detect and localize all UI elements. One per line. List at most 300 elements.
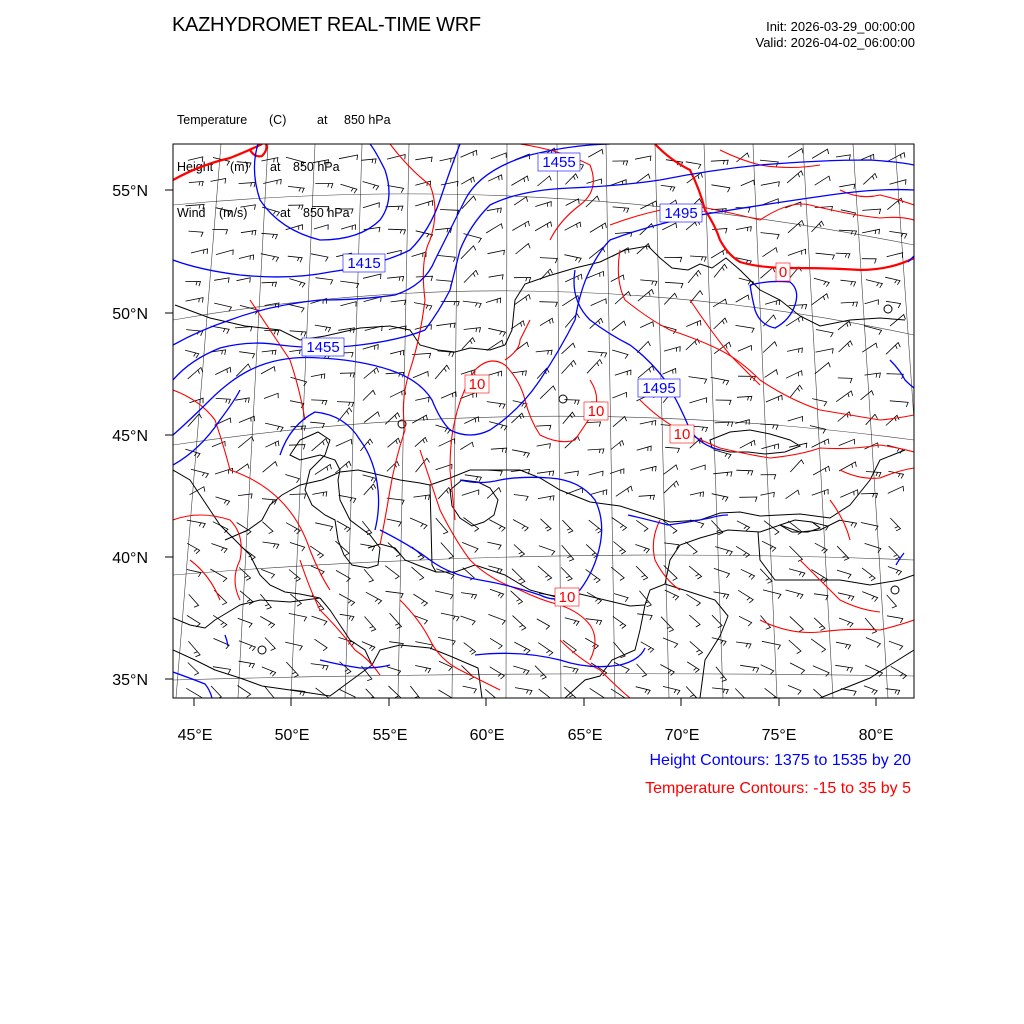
wind-barb	[486, 298, 501, 303]
wind-barb	[663, 638, 678, 648]
wind-barb	[364, 412, 380, 423]
wind-barb	[361, 159, 376, 164]
wind-barb	[866, 638, 881, 648]
wind-barb	[611, 275, 624, 282]
wind-barb	[611, 689, 625, 701]
wind-barb	[735, 689, 745, 702]
wind-barb	[239, 352, 254, 359]
wind-barb	[613, 542, 625, 555]
wind-barb	[463, 301, 481, 308]
wind-barb	[366, 689, 376, 701]
wind-barb	[511, 413, 524, 423]
wind-barb	[239, 416, 255, 422]
wind-barb	[787, 348, 802, 353]
wind-barb	[288, 186, 304, 192]
temperature-label	[670, 425, 694, 443]
init-time: Init: 2026-03-29_00:00:00	[766, 19, 915, 34]
wind-barb	[264, 393, 278, 398]
wind-barb	[491, 153, 507, 159]
wind-barb	[636, 687, 651, 695]
wind-barb	[537, 471, 554, 476]
svg-text:1455: 1455	[306, 339, 340, 356]
wind-barb	[490, 667, 505, 679]
wind-barb	[886, 415, 899, 425]
wind-barb	[336, 439, 352, 446]
wind-barb	[836, 391, 853, 402]
wind-barb	[439, 439, 455, 447]
wind-barb	[191, 469, 209, 478]
wind-barb	[312, 616, 327, 625]
wind-barb	[514, 295, 530, 305]
map-frame	[173, 144, 914, 698]
wind-barb	[363, 475, 377, 483]
wind-barb	[187, 615, 200, 627]
wind-barb	[612, 518, 627, 531]
wind-barb	[539, 302, 557, 307]
wind-barb	[862, 343, 877, 352]
wind-barb	[862, 259, 876, 264]
wind-barb	[340, 302, 356, 307]
wind-barb	[786, 490, 800, 499]
wind-barb	[589, 520, 602, 533]
wind-barb	[261, 254, 279, 262]
wind-barb	[435, 365, 449, 379]
wind-barb	[436, 425, 451, 434]
wind-barb	[740, 665, 759, 672]
wind-barb	[464, 328, 481, 333]
svg-text:1495: 1495	[664, 205, 698, 222]
wind-barb	[388, 686, 401, 701]
wind-barb	[513, 616, 526, 631]
wind-barb	[736, 546, 749, 557]
wind-barb	[512, 450, 529, 458]
wind-barb	[887, 198, 903, 210]
wind-barb	[441, 613, 459, 621]
wind-barb	[514, 277, 531, 282]
wind-barb	[514, 197, 527, 205]
wind-barb	[562, 343, 576, 354]
wind-barb	[366, 592, 382, 604]
wind-barb	[885, 277, 900, 285]
wind-barb	[790, 616, 804, 631]
wind-barb	[836, 642, 851, 649]
wind-barb	[239, 641, 256, 651]
wind-barb	[488, 175, 502, 181]
wind-barb	[239, 661, 255, 668]
wind-barb	[761, 492, 775, 497]
wind-barb	[890, 401, 908, 407]
wind-barb	[664, 347, 680, 352]
wind-barb	[189, 594, 199, 607]
wind-barb	[488, 614, 505, 624]
wind-barb	[741, 180, 755, 186]
wind-barb	[637, 446, 652, 451]
wind-barb	[639, 495, 655, 500]
wind-barb	[612, 321, 626, 331]
wind-barb	[739, 497, 757, 502]
map-title: KAZHYDROMET REAL-TIME WRF	[172, 14, 481, 36]
longitude-labels	[178, 727, 894, 744]
wind-barb	[612, 392, 626, 398]
wind-barb	[562, 545, 574, 561]
wind-barb	[835, 665, 852, 672]
wind-barb	[315, 184, 333, 189]
wind-barb	[265, 638, 275, 651]
wind-barb	[286, 157, 304, 166]
wind-barb	[185, 449, 200, 458]
wind-barb	[887, 253, 903, 258]
wind-barb	[789, 443, 807, 448]
wind-barb	[612, 161, 627, 166]
wind-barb	[187, 543, 200, 553]
wind-barb	[490, 638, 502, 649]
wind-barb	[788, 249, 806, 255]
wind-barb	[862, 229, 879, 234]
wind-barb	[410, 518, 427, 529]
wind-barb	[461, 177, 474, 184]
wind-barb	[363, 182, 379, 191]
wind-barb	[861, 523, 878, 531]
wind-barb	[215, 367, 231, 374]
wind-barb	[265, 441, 279, 447]
wind-barb	[761, 444, 778, 449]
valid-time: Valid: 2026-04-02_06:00:00	[755, 35, 915, 50]
wind-barb	[364, 368, 379, 379]
wind-barb	[861, 154, 874, 160]
wind-barb	[562, 520, 572, 533]
wind-barb	[865, 300, 879, 305]
wind-barb	[687, 662, 699, 673]
wind-barb	[640, 466, 656, 471]
wind-barb	[512, 569, 525, 584]
wind-barb	[612, 350, 628, 359]
wind-barb	[413, 495, 429, 500]
wind-barb	[662, 223, 676, 230]
wind-barb	[713, 472, 732, 477]
wind-barb	[235, 398, 249, 403]
wind-barbs	[185, 148, 908, 704]
wind-barb	[387, 519, 402, 527]
wind-barb	[687, 594, 701, 606]
wind-barb	[861, 391, 874, 400]
wind-barb	[488, 250, 505, 255]
wind-barb	[565, 222, 581, 230]
wind-barb	[664, 481, 679, 493]
wind-barb	[315, 639, 328, 651]
country-borders	[173, 246, 914, 698]
wind-barb	[363, 390, 375, 400]
wind-barb	[288, 205, 303, 210]
wind-barb	[439, 661, 452, 671]
wind-barb	[713, 450, 731, 459]
wind-barb	[839, 341, 853, 352]
wind-barb	[464, 643, 476, 655]
wind-barb	[288, 304, 304, 312]
wind-barb	[264, 686, 276, 702]
wind-barb	[263, 462, 278, 473]
wind-barb	[311, 664, 328, 671]
wind-barb	[186, 298, 204, 303]
wind-barb	[591, 490, 607, 495]
field-height: Height (m) at 850 hPa	[177, 159, 340, 174]
wind-barb	[390, 350, 404, 355]
wind-barb	[238, 437, 253, 448]
wind-barb	[539, 546, 555, 556]
wind-barb	[515, 688, 532, 695]
lon-label: 65°E	[567, 727, 603, 744]
wind-barb	[537, 619, 550, 630]
wind-barb	[214, 303, 231, 311]
wind-barb	[311, 254, 328, 262]
wind-barb	[738, 376, 755, 381]
wind-barb	[188, 368, 203, 379]
wind-barb	[761, 475, 776, 480]
wind-barb	[462, 490, 479, 496]
wind-barb	[838, 378, 852, 383]
lat-label: 45°N	[112, 428, 148, 445]
wind-barb	[736, 470, 753, 475]
height-contours	[173, 144, 914, 698]
wind-barb	[738, 590, 753, 603]
wind-barb	[786, 371, 802, 379]
wind-barb	[588, 149, 603, 157]
wind-barb	[262, 282, 277, 287]
wind-barb	[814, 594, 828, 600]
wind-barb	[865, 618, 876, 633]
wind-barb	[536, 425, 551, 430]
svg-text:10: 10	[587, 403, 605, 420]
wind-barb	[841, 302, 858, 307]
wind-barb	[765, 300, 779, 305]
wind-barb	[413, 372, 428, 378]
wind-barb	[865, 665, 882, 677]
wind-barb	[637, 244, 650, 254]
wind-barb	[387, 462, 399, 472]
wind-barb	[261, 233, 277, 239]
wind-barb	[388, 438, 401, 447]
wind-barb	[412, 567, 424, 580]
wind-barb	[887, 616, 903, 623]
wind-barb	[410, 686, 421, 701]
wind-barb	[487, 208, 502, 213]
wind-barb	[663, 686, 680, 694]
wind-barb	[788, 149, 803, 158]
wind-barb	[714, 568, 730, 577]
wind-barb	[691, 465, 706, 470]
lon-label: 60°E	[469, 727, 505, 744]
wind-barb	[841, 689, 856, 696]
wind-barb	[788, 685, 801, 694]
wind-barb	[812, 149, 829, 158]
wind-barb	[186, 330, 203, 336]
wind-barb	[211, 686, 221, 699]
wind-barb	[188, 157, 203, 162]
wind-barb	[387, 498, 404, 505]
wind-barb	[340, 281, 358, 288]
wind-barb	[836, 253, 850, 258]
wind-barb	[438, 488, 451, 499]
wind-barb	[239, 182, 256, 187]
wind-barb	[489, 520, 505, 532]
wind-barb	[815, 543, 828, 553]
wind-barb	[839, 230, 857, 235]
wind-barb	[261, 569, 274, 578]
wind-barb	[891, 666, 907, 679]
wind-barb	[614, 594, 628, 602]
wind-barb	[341, 225, 356, 230]
wind-barb	[887, 595, 897, 608]
height-legend: Height Contours: 1375 to 1535 by 20	[649, 752, 911, 769]
wind-barb	[736, 295, 749, 302]
wind-barb	[415, 437, 427, 446]
wind-barb	[690, 398, 707, 403]
wind-barb	[712, 229, 727, 234]
wind-barb	[339, 155, 358, 160]
wind-barb	[737, 396, 752, 401]
wind-barb	[587, 360, 602, 374]
wind-barb	[566, 199, 580, 206]
wind-barb	[240, 205, 255, 210]
wind-barb	[690, 256, 706, 262]
wind-barb	[460, 442, 473, 449]
wind-barb	[340, 373, 355, 378]
wind-barb	[289, 350, 303, 355]
wind-barb	[511, 176, 528, 185]
wind-barb	[585, 638, 598, 649]
wind-barb	[512, 221, 529, 230]
wind-barb	[561, 567, 572, 580]
wind-barb	[486, 470, 503, 476]
wind-barb	[191, 249, 208, 254]
wind-barb	[488, 328, 505, 336]
wind-barb	[761, 665, 774, 675]
lat-label: 55°N	[112, 183, 148, 200]
svg-text:0: 0	[778, 264, 788, 281]
wind-barb	[238, 686, 251, 698]
wind-barb	[436, 323, 455, 328]
wind-barb	[535, 202, 551, 207]
wind-barb	[638, 366, 654, 378]
svg-text:1455: 1455	[542, 154, 576, 171]
wind-barb	[740, 440, 755, 448]
wind-barb	[736, 227, 751, 232]
wind-barb	[487, 402, 505, 409]
wind-barb	[665, 447, 679, 453]
wind-barb	[837, 546, 849, 560]
wind-barb	[714, 318, 728, 329]
wind-barb	[186, 205, 205, 210]
wind-barb	[635, 545, 649, 554]
height-label	[638, 379, 680, 397]
svg-text:1495: 1495	[642, 380, 676, 397]
wind-barb	[461, 593, 477, 600]
wind-barb	[563, 412, 575, 424]
wind-barb	[462, 542, 478, 552]
wind-barb	[535, 666, 546, 680]
wind-barb	[538, 496, 554, 501]
height-label	[343, 254, 385, 272]
wind-barb	[315, 325, 331, 332]
wind-barb	[290, 494, 306, 499]
wind-barb	[337, 521, 351, 532]
wind-barb	[412, 415, 427, 423]
wind-barb	[711, 160, 728, 165]
wind-barb	[689, 377, 707, 384]
wind-barb	[839, 618, 853, 627]
wind-barb	[415, 157, 432, 162]
wind-barb	[360, 544, 374, 551]
height-label	[538, 153, 580, 171]
wind-barb	[441, 392, 456, 398]
wind-barb	[665, 282, 683, 288]
wind-barb	[788, 221, 804, 233]
wind-barb	[864, 686, 877, 695]
wind-barb	[440, 158, 455, 163]
wind-barb	[786, 590, 804, 599]
wind-barb	[487, 542, 501, 549]
wind-barb	[485, 689, 497, 702]
wind-barb	[890, 518, 900, 531]
wind-barb	[486, 224, 502, 233]
wind-barb	[690, 641, 703, 655]
wind-barb	[288, 256, 302, 262]
wind-barb	[461, 616, 476, 625]
wind-barb	[686, 687, 696, 700]
wind-barb	[188, 641, 200, 657]
field-wind: Wind (m/s) at 850 hPa	[177, 206, 350, 220]
latitude-labels	[112, 183, 148, 689]
wind-barb	[662, 369, 676, 375]
wind-barb	[738, 346, 752, 352]
wind-barb	[664, 465, 678, 474]
wind-barb	[236, 464, 249, 472]
wind-barb	[312, 207, 329, 212]
wind-barb	[813, 466, 830, 475]
wind-barb	[563, 666, 578, 673]
wind-barb	[289, 570, 300, 582]
wind-barb	[866, 280, 883, 288]
wind-barb	[613, 417, 627, 427]
wind-barb	[863, 174, 877, 185]
wind-barb	[836, 155, 850, 160]
wind-barb	[761, 233, 780, 240]
wind-barb	[812, 399, 827, 407]
wind-barb	[564, 471, 578, 476]
wind-barb	[461, 150, 477, 157]
wind-barb	[490, 589, 504, 598]
wind-barb	[491, 448, 507, 453]
wind-barb	[211, 544, 227, 553]
wind-barb	[789, 546, 802, 561]
wind-barb	[437, 255, 455, 261]
wind-barb	[765, 688, 779, 702]
wind-barb	[535, 222, 552, 231]
wind-barb	[436, 569, 454, 579]
wind-barb	[839, 439, 855, 445]
wind-barb	[888, 486, 904, 493]
wind-barb	[189, 231, 204, 237]
wind-barb	[864, 326, 882, 335]
lat-label: 40°N	[112, 550, 148, 567]
wind-barb	[762, 541, 776, 551]
wind-barb	[311, 400, 327, 405]
wind-barb	[736, 642, 751, 649]
wind-barb	[312, 492, 327, 497]
wind-barb	[388, 229, 406, 234]
wind-barb	[636, 566, 648, 580]
wind-barb	[841, 280, 856, 286]
lon-label: 80°E	[858, 727, 894, 744]
